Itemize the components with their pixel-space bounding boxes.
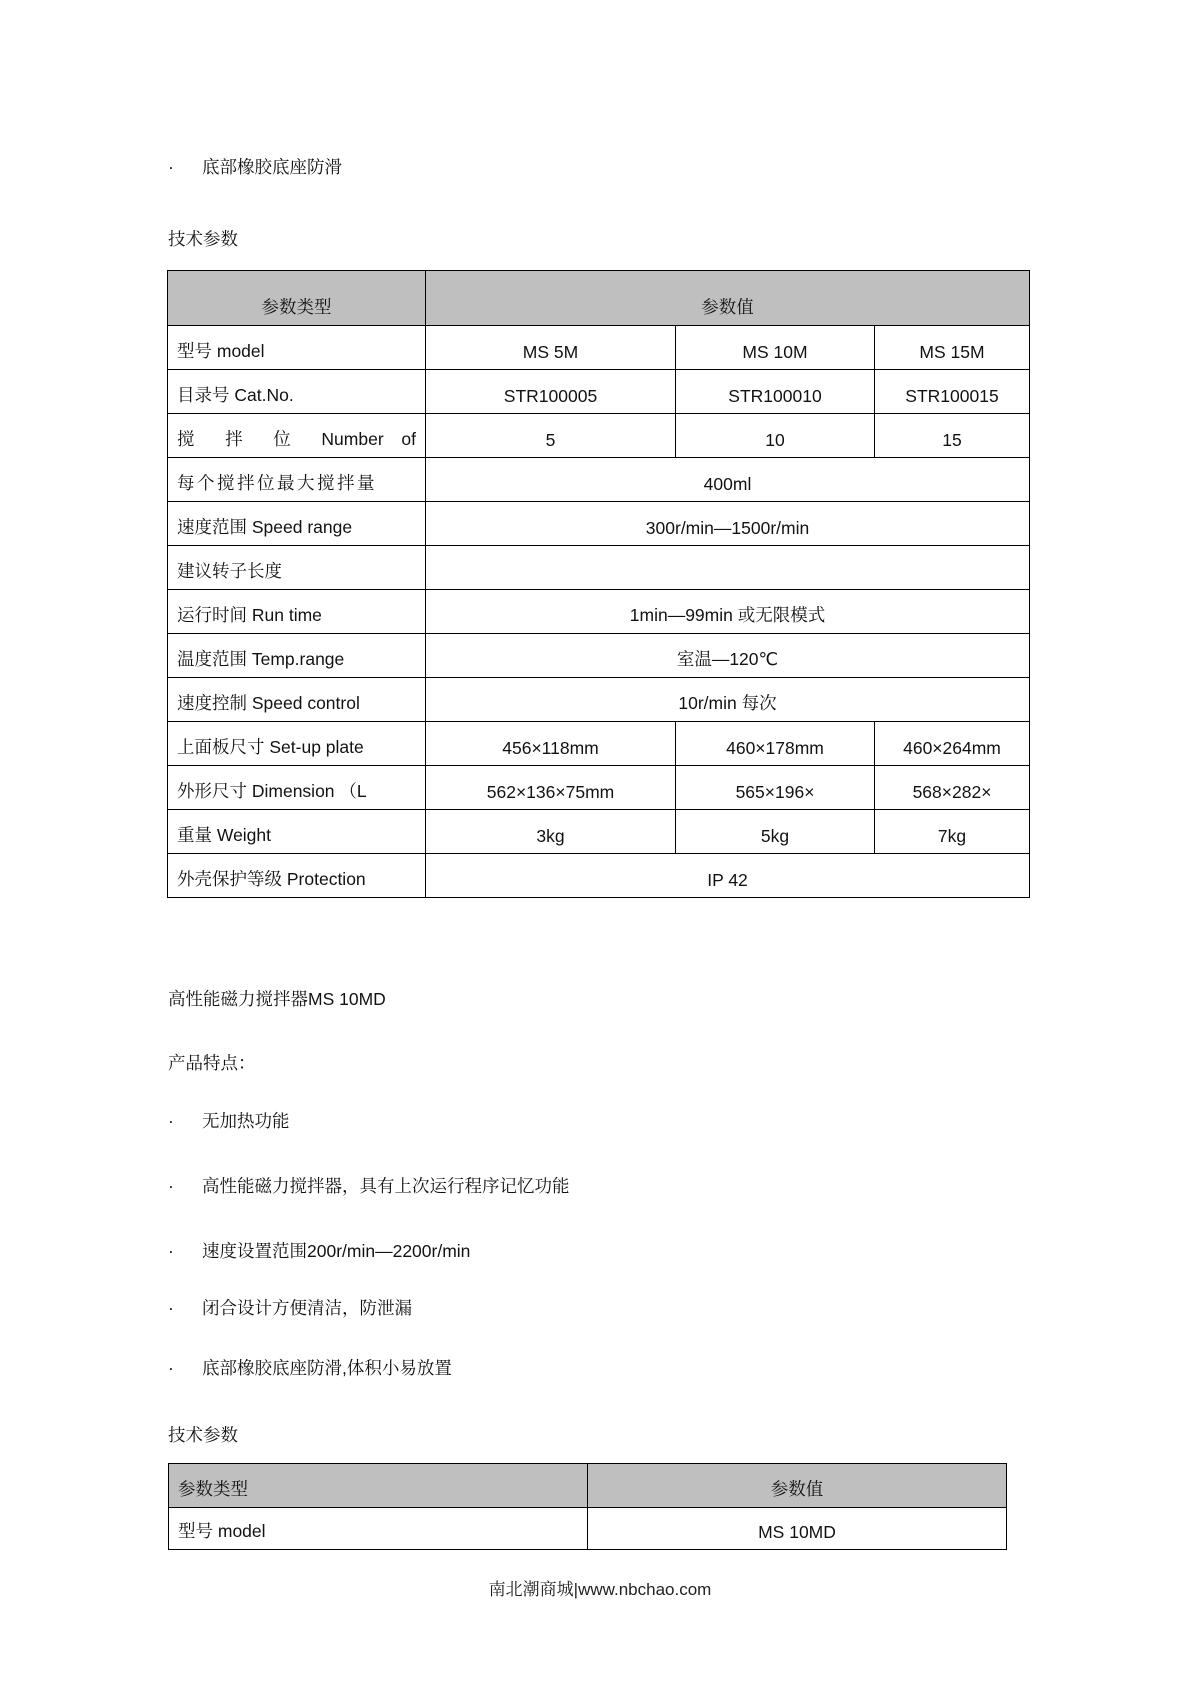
- table-row-dimension: [168, 766, 1030, 810]
- param-value-cell: 3kg: [426, 810, 676, 854]
- param-value-cell: 568×282×: [875, 766, 1030, 810]
- param-label-cell: 搅 拌 位 Number of: [168, 414, 426, 458]
- table-row-positions: [168, 414, 1030, 458]
- table-row-model: [169, 1508, 1007, 1550]
- param-label-cell: 外形尺寸 Dimension （L: [168, 766, 426, 810]
- bullet-item: [168, 156, 342, 178]
- param-label-cell: 目录号 Cat.No.: [168, 370, 426, 414]
- header-cell-param-value: 参数值: [588, 1464, 1007, 1508]
- param-value-cell: 456×118mm: [426, 722, 676, 766]
- param-value-cell: MS 5M: [426, 326, 676, 370]
- bullet-marker: ·: [168, 1111, 174, 1131]
- table-row-temp-range: [168, 634, 1030, 678]
- bullet-marker: ·: [168, 1241, 174, 1261]
- page-footer: 南北潮商城|www.nbchao.com: [488, 1580, 712, 1599]
- table-row-stirbar-length: [168, 546, 1030, 590]
- param-label-cell: 运行时间 Run time: [168, 590, 426, 634]
- param-label-cell: 温度范围 Temp.range: [168, 634, 426, 678]
- table-row-weight: [168, 810, 1030, 854]
- bullet-marker: ·: [168, 157, 174, 177]
- bullet-text: 底部橡胶底座防滑: [202, 157, 342, 177]
- table-row-model: [168, 326, 1030, 370]
- param-value-cell: 562×136×75mm: [426, 766, 676, 810]
- table-row-speed-control: [168, 678, 1030, 722]
- table-row-setup-plate: [168, 722, 1030, 766]
- header-cell-param-type: 参数类型: [168, 271, 426, 326]
- param-value-cell: [426, 546, 1030, 590]
- param-value-cell: 565×196×: [676, 766, 875, 810]
- param-label-cell: 每个搅拌位最大搅拌量: [168, 458, 426, 502]
- param-value-cell: 7kg: [875, 810, 1030, 854]
- param-value-cell: 460×264mm: [875, 722, 1030, 766]
- product-title: 高性能磁力搅拌器MS 10MD: [168, 989, 386, 1009]
- bullet-text: 闭合设计方便清洁，防泄漏: [202, 1298, 412, 1318]
- header-cell-param-type: 参数类型: [169, 1464, 588, 1508]
- param-label-cell: 外壳保护等级 Protection: [168, 854, 426, 898]
- param-value-cell: 15: [875, 414, 1030, 458]
- param-value-cell: 10: [676, 414, 875, 458]
- bullet-text: 速度设置范围200r/min—2200r/min: [202, 1241, 471, 1261]
- param-label-cell: 建议转子长度: [168, 546, 426, 590]
- bullet-text: 高性能磁力搅拌器，具有上次运行程序记忆功能: [202, 1176, 570, 1196]
- param-value-cell: 460×178mm: [676, 722, 875, 766]
- param-value-cell: IP 42: [426, 854, 1030, 898]
- section-title-tech-params-2: 技术参数: [168, 1425, 238, 1445]
- header-cell-param-value: 参数值: [426, 271, 1030, 326]
- param-label-cell: 重量 Weight: [168, 810, 426, 854]
- features-label: 产品特点：: [168, 1053, 256, 1073]
- bullet-marker: ·: [168, 1298, 174, 1318]
- param-label-cell: 型号 model: [169, 1508, 588, 1550]
- table-row-catno: [168, 370, 1030, 414]
- bullet-item: [168, 1297, 412, 1319]
- bullet-marker: ·: [168, 1358, 174, 1378]
- table-header-row: [169, 1464, 1007, 1508]
- section-title-tech-params-1: 技术参数: [168, 229, 238, 249]
- param-value-cell: 10r/min 每次: [426, 678, 1030, 722]
- spec-table-2: [168, 1463, 1007, 1550]
- param-value-cell: MS 10MD: [588, 1508, 1007, 1550]
- param-value-cell: STR100015: [875, 370, 1030, 414]
- param-value-cell: 5: [426, 414, 676, 458]
- bullet-text: 底部橡胶底座防滑,体积小易放置: [202, 1358, 452, 1378]
- param-value-cell: STR100005: [426, 370, 676, 414]
- param-label-cell: 速度范围 Speed range: [168, 502, 426, 546]
- table-row-protection: [168, 854, 1030, 898]
- param-value-cell: 400ml: [426, 458, 1030, 502]
- bullet-item: [168, 1175, 570, 1197]
- bullet-text: 无加热功能: [202, 1111, 290, 1131]
- spec-table-1: [167, 270, 1030, 898]
- table-row-speed-range: [168, 502, 1030, 546]
- param-label-cell: 上面板尺寸 Set-up plate: [168, 722, 426, 766]
- param-label-cell: 速度控制 Speed control: [168, 678, 426, 722]
- param-label-cell: 型号 model: [168, 326, 426, 370]
- table-row-run-time: [168, 590, 1030, 634]
- param-value-cell: MS 15M: [875, 326, 1030, 370]
- bullet-item: [168, 1110, 290, 1132]
- table-header-row: [168, 271, 1030, 326]
- bullet-item: [168, 1240, 470, 1262]
- param-value-cell: 5kg: [676, 810, 875, 854]
- bullet-marker: ·: [168, 1176, 174, 1196]
- param-value-cell: MS 10M: [676, 326, 875, 370]
- param-value-cell: 1min—99min 或无限模式: [426, 590, 1030, 634]
- param-value-cell: 室温—120℃: [426, 634, 1030, 678]
- param-value-cell: STR100010: [676, 370, 875, 414]
- table-row-max-volume: [168, 458, 1030, 502]
- param-value-cell: 300r/min—1500r/min: [426, 502, 1030, 546]
- bullet-item: [168, 1357, 452, 1379]
